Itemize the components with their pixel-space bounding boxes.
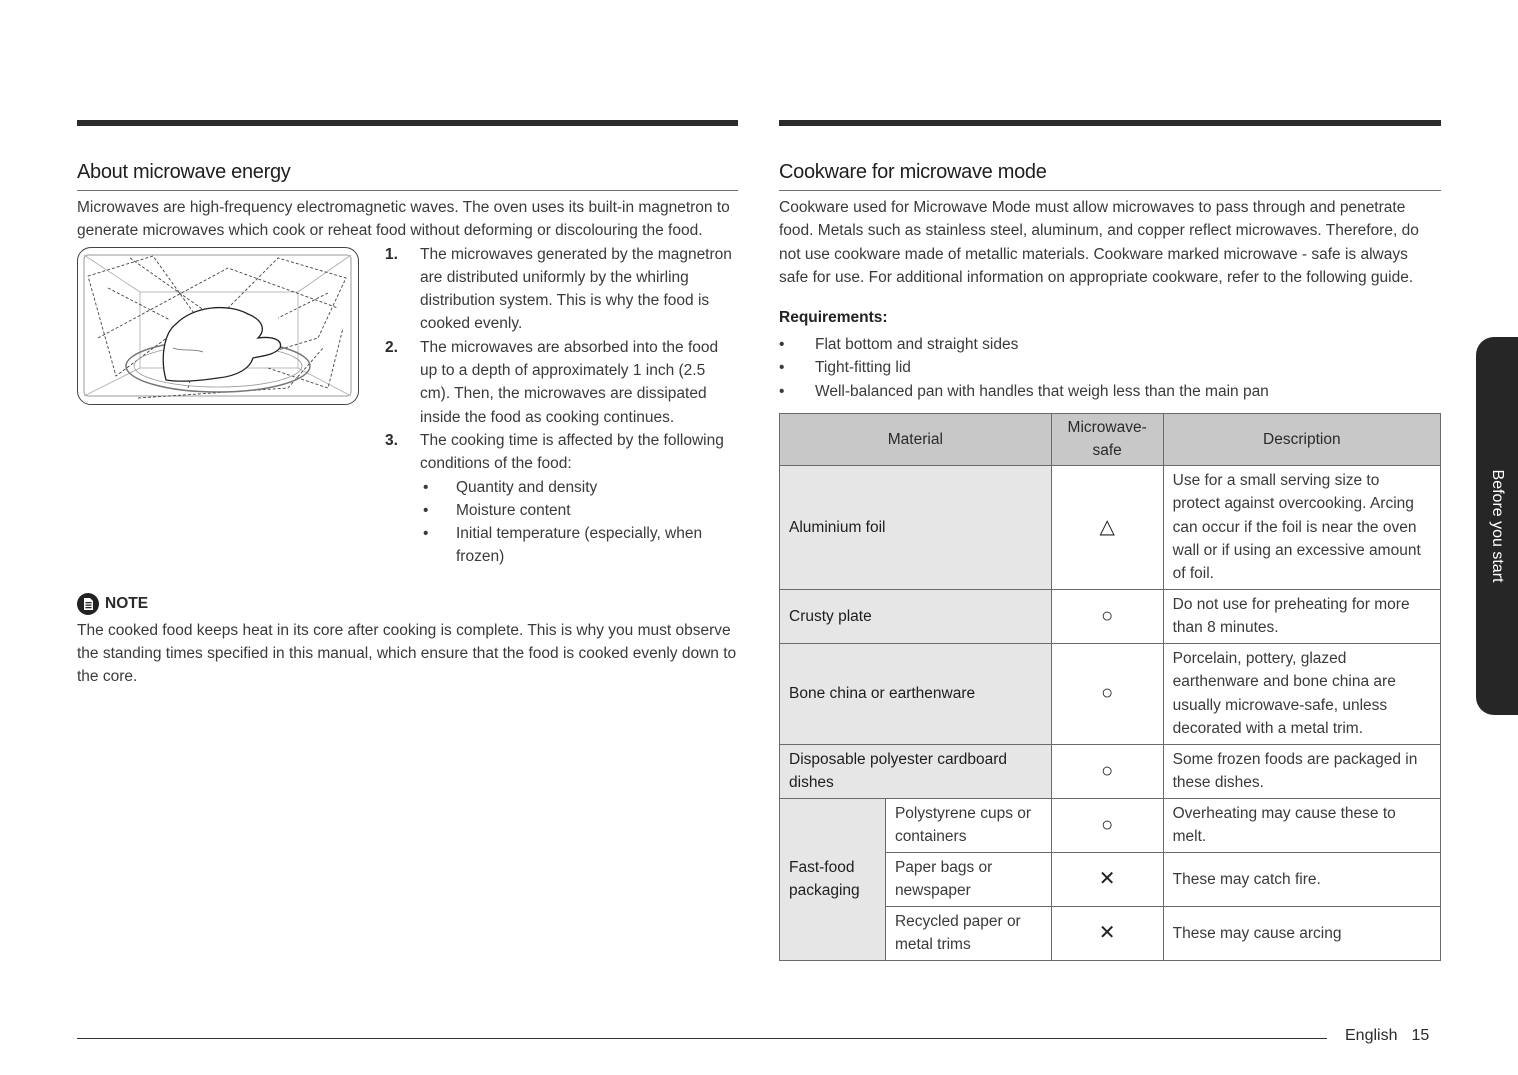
header-microwave-safe: Microwave-safe: [1051, 414, 1163, 466]
requirement-text: Flat bottom and straight sides: [815, 336, 1019, 354]
table-row: [780, 798, 1441, 852]
bullet-text: Initial temperature (especially, when frozen): [456, 525, 703, 566]
header-description: Description: [1163, 414, 1440, 466]
description-cell: These may cause arcing: [1163, 906, 1440, 960]
description-cell: Do not use for preheating for more than 8 minutes.: [1163, 589, 1440, 643]
figure-and-steps: [77, 243, 738, 569]
description-cell: Use for a small serving size to protect against overcooking. Arcing can occur if the foil is near the oven wall or if using an excessive amount of foil.: [1163, 465, 1440, 589]
bullet-icon: •: [779, 336, 785, 354]
material-cell: Disposable polyester cardboard dishes: [780, 744, 1052, 798]
table-row: [780, 589, 1441, 643]
note-icon: [77, 593, 99, 615]
step-item: [385, 243, 738, 336]
page-number: 15: [1411, 1027, 1430, 1044]
cookware-intro: Cookware used for Microwave Mode must allow microwaves to pass through and penetrate food. Metals such as stainless steel, aluminum, and copper reflect microwaves. Therefore, do not use cookware made of metallic materials. Cookware marked microwave - safe is always safe for use. For additional information on appropriate cookware, refer to the following guide.: [779, 199, 1419, 286]
requirement-item: [779, 380, 1441, 403]
section-top-rule: [779, 120, 1441, 126]
sub-material-cell: Paper bags or newspaper: [885, 852, 1051, 906]
footer-rule: [77, 1038, 1327, 1039]
bullet-item: [420, 476, 738, 499]
section-title-microwave-energy: About microwave energy: [77, 161, 738, 191]
requirement-item: [779, 356, 1441, 379]
right-column: [779, 120, 1441, 961]
header-material: Material: [780, 414, 1052, 466]
table-header-row: [780, 414, 1441, 466]
step-text: The microwaves generated by the magnetron are distributed uniformly by the whirling distribution system. This is why the food is cooked evenly.: [420, 245, 732, 333]
circle-icon: ○: [1051, 643, 1163, 744]
circle-icon: ○: [1051, 798, 1163, 852]
note-label: NOTE: [105, 594, 149, 612]
material-cell: Crusty plate: [780, 589, 1052, 643]
bullet-item: [420, 522, 738, 569]
circle-icon: ○: [1051, 589, 1163, 643]
table-row: [780, 744, 1441, 798]
step-number: 1.: [385, 245, 398, 263]
cookware-table: [779, 413, 1441, 961]
bullet-item: [420, 499, 738, 522]
note-text: The cooked food keeps heat in its core after cooking is complete. This is why you must observe the standing times specified in this manual, which ensure that the food is cooked evenly down to the core.: [77, 621, 737, 686]
requirements-label: Requirements:: [779, 309, 888, 327]
bullet-icon: •: [423, 525, 429, 543]
step-item: [385, 336, 738, 429]
requirements-list: [779, 333, 1441, 403]
triangle-icon: △: [1051, 465, 1163, 589]
step-item: [385, 429, 738, 569]
circle-icon: ○: [1051, 744, 1163, 798]
chapter-tab-label: Before you start: [1489, 469, 1506, 583]
chapter-side-tab: [1476, 337, 1518, 715]
footer: [1345, 1027, 1429, 1045]
step-number: 2.: [385, 338, 398, 356]
material-cell: Aluminium foil: [780, 465, 1052, 589]
section-title-cookware: Cookware for microwave mode: [779, 161, 1441, 191]
sub-material-cell: Polystyrene cups or containers: [885, 798, 1051, 852]
description-cell: Some frozen foods are packaged in these dishes.: [1163, 744, 1440, 798]
material-group-cell: Fast-food packaging: [780, 798, 886, 960]
note-heading: [77, 593, 738, 615]
table-row: [780, 465, 1441, 589]
description-cell: These may catch fire.: [1163, 852, 1440, 906]
cross-icon: ✕: [1051, 852, 1163, 906]
requirement-text: Tight-fitting lid: [815, 359, 911, 377]
material-cell: Bone china or earthenware: [780, 643, 1052, 744]
bullet-icon: •: [423, 501, 429, 519]
condition-bullets: [420, 476, 738, 569]
description-cell: Overheating may cause these to melt.: [1163, 798, 1440, 852]
bullet-icon: •: [779, 382, 785, 400]
section-top-rule: [77, 120, 738, 126]
left-column: [77, 120, 738, 689]
bullet-text: Quantity and density: [456, 478, 598, 496]
bullet-icon: •: [779, 359, 785, 377]
cross-icon: ✕: [1051, 906, 1163, 960]
step-number: 3.: [385, 431, 398, 449]
steps-list: [385, 243, 738, 569]
requirement-item: [779, 333, 1441, 356]
footer-language: English: [1345, 1027, 1398, 1044]
sub-material-cell: Recycled paper or metal trims: [885, 906, 1051, 960]
table-row: [780, 643, 1441, 744]
requirement-text: Well-balanced pan with handles that weigh less than the main pan: [815, 382, 1269, 400]
bullet-text: Moisture content: [456, 501, 571, 519]
step-text: The microwaves are absorbed into the food up to a depth of approximately 1 inch (2.5 cm). Then, the microwaves are dissipated inside the food as cooking continues.: [420, 338, 719, 426]
bullet-icon: •: [423, 478, 429, 496]
microwave-cooking-diagram-icon: [77, 247, 359, 405]
description-cell: Porcelain, pottery, glazed earthenware and bone china are usually microwave-safe, unless decorated with a metal trim.: [1163, 643, 1440, 744]
intro-paragraph: Microwaves are high-frequency electromagnetic waves. The oven uses its built-in magnetron to generate microwaves which cook or reheat food without deforming or discolouring the food.: [77, 199, 730, 240]
step-text: The cooking time is affected by the following conditions of the food:: [420, 431, 724, 473]
